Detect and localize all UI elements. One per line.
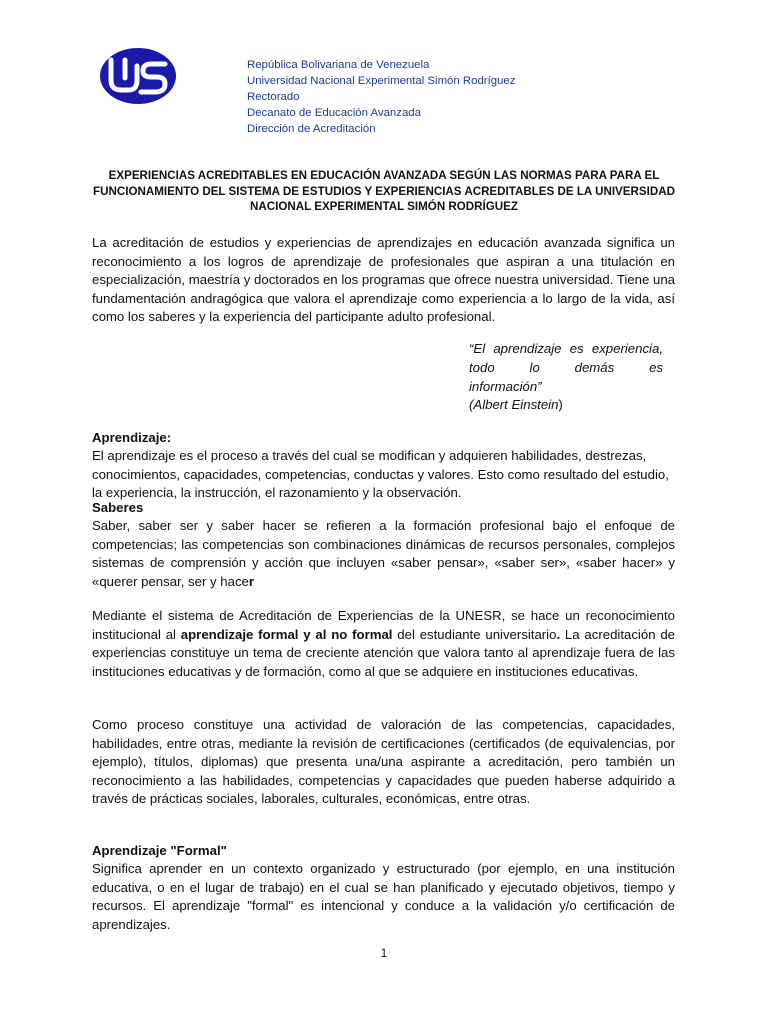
unesr-text-c: La acreditación de experiencias constituye un tema de creciente atención que valora tanto al aprendizaje fuera de las instituciones educativas y de formación, como al que se adquiere en instituciones educativas. [92, 626, 676, 679]
institution-header [247, 57, 515, 137]
header-line-direccion: Dirección de Acreditación [247, 123, 376, 135]
quote-line-1: “El aprendizaje es experiencia, [469, 341, 663, 356]
unesr-bold-formal: aprendizaje formal y al no formal [180, 626, 393, 642]
saberes-paragraph [92, 517, 675, 591]
unesr-bold-dot: . [556, 626, 561, 642]
unesr-paragraph [92, 607, 675, 681]
document-title: EXPERIENCIAS ACREDITABLES EN EDUCACIÓN AVANZADA SEGÚN LAS NORMAS PARA PARA EL FUNCIONAMIENTO DEL SISTEMA DE ESTUDIOS Y EXPERIENCIAS ACREDITABLES DE LA UNIVERSIDAD NACIONAL EXPERIMENTAL SIMÓN RODRÍGUEZ [93, 169, 675, 214]
einstein-quote [469, 340, 663, 415]
quote-author-close: ) [558, 397, 563, 413]
unesr-logo-icon [99, 46, 177, 106]
saberes-last-letter: r [248, 573, 255, 589]
unesr-text-a: Mediante el sistema de Acreditación de Experiencias de la UNESR, se hace un reconocimiento institucional al [92, 608, 675, 642]
heading-aprendizaje: Aprendizaje: [92, 430, 172, 445]
quote-author: (Albert Einstein [469, 397, 559, 413]
aprendizaje-paragraph: El aprendizaje es el proceso a través del cual se modifican y adquieren habilidades, destrezas, conocimientos, capacidades, competencias, conductas y valores. Esto como resultado del estudio, la experiencia, la instrucción, el razonamiento y la observación. [92, 448, 669, 500]
page-number: 1 [380, 946, 388, 960]
unesr-text-b: del estudiante universitario [392, 626, 557, 642]
quote-line-2: todo lo demás es [469, 359, 663, 375]
header-line-decanato: Decanato de Educación Avanzada [247, 107, 421, 119]
proceso-paragraph: Como proceso constituye una actividad de valoración de las competencias, capacidades, habilidades, entre otras, mediante la revisión de certificaciones (certificados (de equivalencias, por ejemplo), títulos, diplomas) que presenta una/una aspirante a acreditación, pero también un reconocimiento a las habilidades, competencias y capacidades que pueden haberse adquirido a través de prácticas sociales, laborales, culturales, económicas, entre otras. [92, 717, 675, 806]
quote-line-3: información” [469, 378, 542, 394]
formal-paragraph: Significa aprender en un contexto organizado y estructurado (por ejemplo, en una institución educativa, o en el lugar de trabajo) en el cual se han planificado y ejecutado objetivos, tiempo y recursos. El aprendizaje "formal" es intencional y conduce a la validación y/o certificación de aprendizajes. [92, 861, 675, 932]
saberes-text: Saber, saber ser y saber hacer se refieren a la formación profesional bajo el enfoque de competencias; las competencias son combinaciones dinámicas de recursos personales, complejos sistemas de comprensión y acción que incluyen «saber pensar», «saber ser», «saber hacer» y «querer pensar, ser y hace [92, 518, 675, 589]
heading-formal: Aprendizaje "Formal" [92, 843, 227, 858]
header-line-university: Universidad Nacional Experimental Simón Rodríguez [247, 75, 516, 87]
heading-saberes: Saberes [92, 500, 144, 515]
header-line-rectorado: Rectorado [247, 91, 300, 103]
intro-paragraph: La acreditación de estudios y experiencias de aprendizajes en educación avanzada significa un reconocimiento a los logros de aprendizaje de profesionales que aspiran a una titulación en especialización, maestría y doctorados en los programas que ofrece nuestra universidad. Tiene una fundamentación andragógica que valora el aprendizaje como experiencia a lo largo de la vida, así como los saberes y la experiencia del participante adulto profesional. [92, 235, 675, 324]
header-line-country: República Bolivariana de Venezuela [247, 59, 430, 71]
